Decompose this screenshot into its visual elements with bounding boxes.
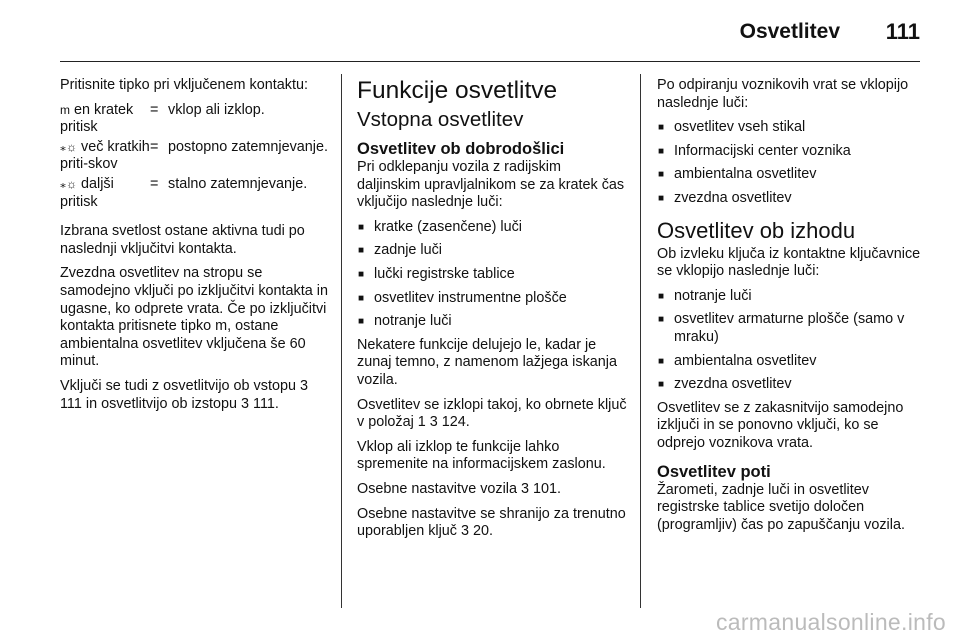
page-header: [0, 0, 960, 60]
paragraph: Vključi se tudi z osvetlitvijo ob vstopu 3 111 in osvetlitvijo ob izstopu 3 111.: [60, 377, 308, 412]
equals-sign: =: [150, 175, 159, 192]
key-action: več kratkih priti-skov: [60, 138, 150, 173]
watermark: carmanualsonline.info: [715, 609, 946, 635]
power-icon: m: [60, 102, 70, 117]
list-item: ■ zadnje luči: [357, 242, 627, 260]
list-item: ■ zvezdna osvetlitev: [657, 190, 923, 208]
dimmer-icon: ⁎☼: [60, 176, 77, 191]
column-3: [657, 77, 923, 541]
list-item: ■ ambientalna osvetlitev: [657, 166, 923, 184]
key-table-row: [60, 102, 328, 137]
list-item: ■ notranje luči: [657, 288, 923, 306]
equals-sign: =: [150, 138, 159, 155]
column-divider-1: [341, 74, 342, 608]
paragraph: Osebne nastavitve vozila 3 101.: [357, 480, 561, 497]
list-item: ■ ambientalna osvetlitev: [657, 353, 923, 371]
subsection-heading: Osvetlitev ob izhodu: [657, 217, 856, 243]
list-item: ■ Informacijski center voznika: [657, 143, 923, 161]
paragraph: Vklop ali izklop te funkcije lahko spremenite na informacijskem zaslonu.: [357, 438, 606, 473]
list-item: ■ zvezdna osvetlitev: [657, 376, 923, 394]
key-result: stalno zatemnjevanje.: [168, 175, 308, 192]
paragraph: Osvetlitev se izklopi takoj, ko obrnete ključ v položaj 1 3 124.: [357, 396, 627, 431]
key-action: daljši pritisk: [60, 175, 114, 210]
bullet-list: [657, 119, 923, 207]
key-result: postopno zatemnjevanje.: [168, 138, 329, 155]
column-2: [357, 77, 627, 548]
topic-heading: Osvetlitev ob dobrodošlici: [357, 140, 565, 158]
header-rule: [60, 61, 920, 62]
list-item: ■ lučki registrske tablice: [357, 266, 627, 284]
paragraph: Žarometi, zadnje luči in osvetlitev registrske tablice svetijo določen (programljiv) čas po zapuščanju vozila.: [657, 481, 905, 533]
list-item: ■ osvetlitev instrumentne plošče: [357, 290, 627, 308]
column-divider-2: [640, 74, 641, 608]
paragraph: Osvetlitev se z zakasnitvijo samodejno izključi in se ponovno vključi, ko se odprejo voznikova vrata.: [657, 399, 904, 451]
key-result: vklop ali izklop.: [168, 101, 265, 118]
key-table: [60, 102, 328, 212]
key-table-row: [60, 139, 328, 174]
dimmer-icon: ⁎☼: [60, 139, 77, 154]
paragraph: Izbrana svetlost ostane aktivna tudi po naslednji vključitvi kontakta.: [60, 223, 305, 257]
bullet-list: [657, 288, 923, 394]
section-heading: Funkcije osvetlitve: [357, 77, 558, 104]
equals-sign: =: [150, 101, 159, 118]
list-item: ■ osvetlitev vseh stikal: [657, 119, 923, 137]
page-number: 111: [885, 19, 920, 44]
paragraph: Po odpiranju voznikovih vrat se vklopijo naslednje luči:: [657, 77, 909, 111]
subsection-heading: Vstopna osvetlitev: [357, 108, 524, 131]
paragraph: Nekatere funkcije delujejo le, kadar je zunaj temno, z namenom lažjega iskanja vozila.: [357, 336, 617, 388]
paragraph: Zvezdna osvetlitev na stropu se samodejno vključi po izključitvi kontakta in ugasne, ko odprete vrata. Če po izključitvi kontakta pritisnete tipko m, ostane ambientalna osvetlitev vključena še 60 minut.: [60, 265, 328, 370]
list-item: ■ notranje luči: [357, 313, 627, 331]
key-action: en kratek pritisk: [60, 101, 134, 136]
paragraph: Osebne nastavitve se shranijo za trenutno uporabljen ključ 3 20.: [357, 505, 626, 540]
list-item: ■ osvetlitev armaturne plošče (samo v mraku): [657, 311, 923, 346]
topic-heading: Osvetlitev poti: [657, 462, 771, 481]
paragraph: Pri odklepanju vozila z radijskim daljinskim upravljalnikom se za kratek čas vključijo naslednje luči:: [357, 159, 625, 211]
column-1: [60, 77, 328, 420]
intro-text: Pritisnite tipko pri vključenem kontaktu:: [60, 77, 308, 93]
key-table-row: [60, 176, 328, 211]
bullet-list: [357, 219, 627, 331]
list-item: ■ kratke (zasenčene) luči: [357, 219, 627, 237]
page-title: Osvetlitev: [739, 20, 840, 43]
paragraph: Ob izvleku ključa iz kontaktne ključavnice se vklopijo naslednje luči:: [657, 245, 921, 280]
